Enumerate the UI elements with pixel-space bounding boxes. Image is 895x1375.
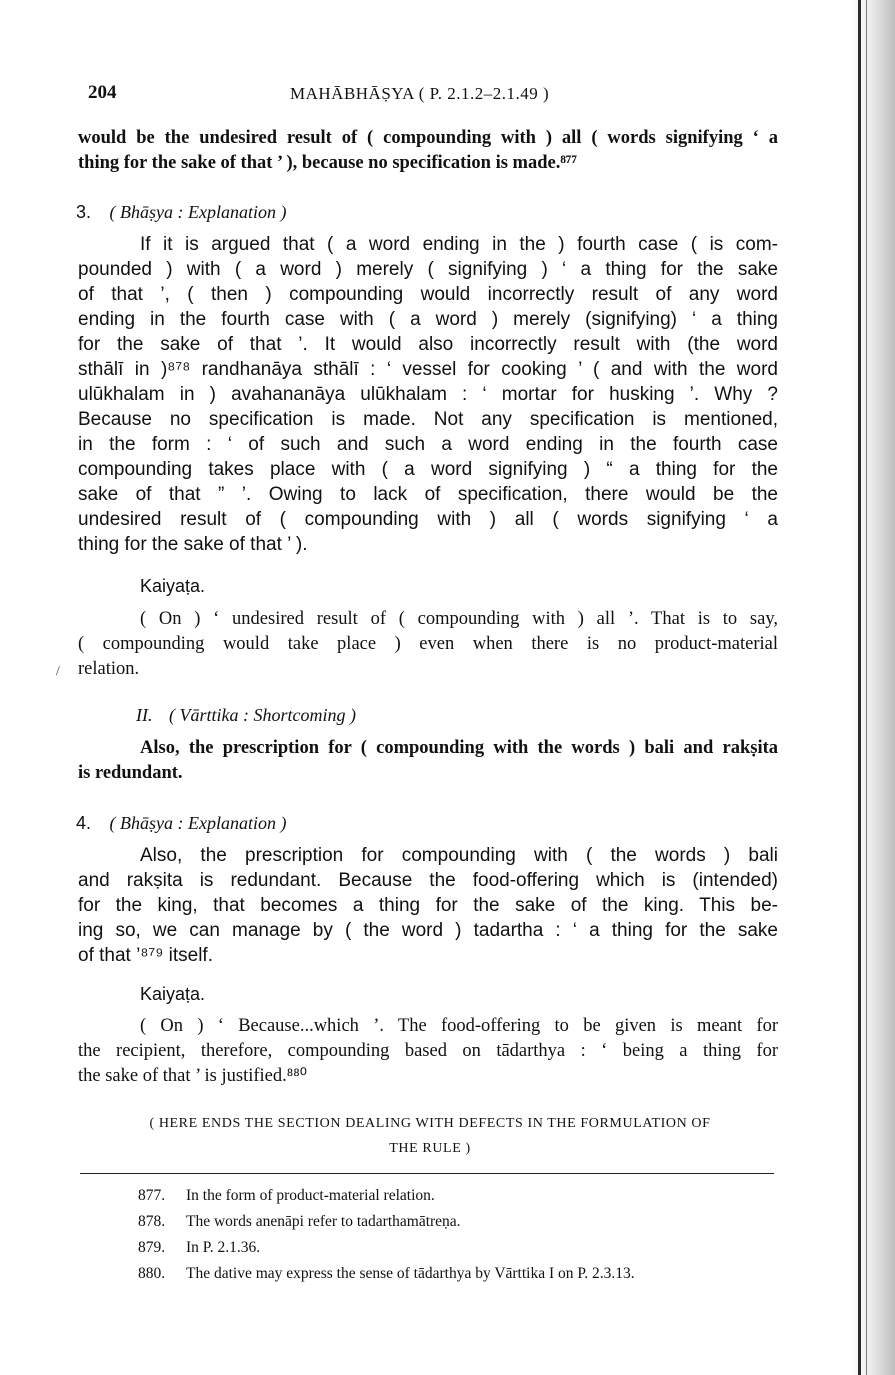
varttika-2-heading xyxy=(136,705,356,726)
page-number: 204 xyxy=(88,82,117,103)
section-number: 4. xyxy=(76,813,92,833)
footnote-number: 880. xyxy=(138,1265,166,1282)
footnote-text: The words anenāpi refer to tadarthamātreṇa. xyxy=(186,1213,461,1230)
footnote xyxy=(138,1209,788,1235)
footnote xyxy=(138,1235,788,1261)
page-header xyxy=(88,82,788,110)
text-line: the recipient, therefore, compounding based on tādarthya : ‘ being a thing for xyxy=(78,1041,778,1061)
varttika-number: II. xyxy=(136,705,153,725)
text-line: and rakṣita is redundant. Because the food-offering which is (intended) xyxy=(78,870,778,891)
text-line: thing for the sake of that ’ ), because no specification is made.⁸⁷⁷ xyxy=(78,153,577,173)
section-3-body xyxy=(78,232,778,557)
text-line: Also, the prescription for compounding with ( the words ) bali xyxy=(140,845,778,866)
running-title: MAHĀBHĀṢYA ( P. 2.1.2–2.1.49 ) xyxy=(290,84,550,103)
varttika-label: ( Vārttika : Shortcoming ) xyxy=(169,705,356,725)
text-line: If it is argued that ( a word ending in the ) fourth case ( is com- xyxy=(140,234,778,255)
footnote-number: 877. xyxy=(138,1187,166,1204)
text-line: of that ’, ( then ) compounding would incorrectly result of any word xyxy=(78,284,778,305)
section-4-body xyxy=(78,843,778,968)
section-3-heading xyxy=(76,202,286,223)
text-line: for the sake of that ’. It would also incorrectly result with (the word xyxy=(78,334,778,355)
text-line: would be the undesired result of ( compounding with ) all ( words signifying ‘ a xyxy=(78,128,778,148)
text-line: is redundant. xyxy=(78,763,183,783)
kaiyata-1-body xyxy=(78,607,778,682)
text-line: ( compounding would take place ) even when there is no product-material xyxy=(78,634,778,654)
text-line: relation. xyxy=(78,659,140,679)
text-line: ending in the fourth case with ( a word ) merely (signifying) ‘ a thing xyxy=(78,309,778,330)
footnote-text: The dative may express the sense of tādarthya by Vārttika I on P. 2.3.13. xyxy=(186,1265,635,1282)
kaiyata-label: Kaiyaṭa. xyxy=(140,576,206,596)
text-line: sake of that ” ’. Owing to lack of specification, there would be the xyxy=(78,484,778,505)
footnote-number: 879. xyxy=(138,1239,166,1256)
text-line: sthālī in )⁸⁷⁸ randhanāya sthālī : ‘ vessel for cooking ’ ( and with the word xyxy=(78,359,778,380)
book-binding-edge xyxy=(849,0,895,1375)
text-line: Also, the prescription for ( compounding with the words ) bali and rakṣita xyxy=(140,738,778,758)
margin-mark: / xyxy=(56,664,60,679)
text-line: of that ’⁸⁷⁹ itself. xyxy=(78,945,213,966)
text-line: the sake of that ’ is justified.⁸⁸⁰ xyxy=(78,1066,308,1086)
text-line: for the king, that becomes a thing for the sake of the king. This be- xyxy=(78,895,778,916)
binding-shadow-line-secondary xyxy=(866,0,867,1375)
footnote-number: 878. xyxy=(138,1213,166,1230)
text-line: in the form : ‘ of such and such a word ending in the fourth case xyxy=(78,434,778,455)
section-label: ( Bhāṣya : Explanation ) xyxy=(109,202,287,222)
footnote-text: In P. 2.1.36. xyxy=(186,1239,261,1256)
text-line: THE RULE ) xyxy=(389,1141,471,1156)
section-number: 3. xyxy=(76,202,92,222)
section-closing-note xyxy=(80,1111,780,1161)
text-line: ing so, we can manage by ( the word ) tadartha : ‘ a thing for the sake xyxy=(78,920,778,941)
text-line: pounded ) with ( a word ) merely ( signifying ) ‘ a thing for the sake xyxy=(78,259,778,280)
text-line: ulūkhalam in ) avahananāya ulūkhalam : ‘ mortar for husking ’. Why ? xyxy=(78,384,778,405)
footnote xyxy=(138,1183,788,1209)
footnote xyxy=(138,1261,788,1287)
text-line: thing for the sake of that ’ ). xyxy=(78,534,308,555)
kaiyata-2-body xyxy=(78,1014,778,1089)
text-line: ( HERE ENDS THE SECTION DEALING WITH DEFECTS IN THE FORMULATION OF xyxy=(149,1116,711,1131)
section-label: ( Bhāṣya : Explanation ) xyxy=(109,813,287,833)
section-4-heading xyxy=(76,813,286,834)
varttika-2-body xyxy=(78,736,778,786)
text-line: ( On ) ‘ Because...which ’. The food-offering to be given is meant for xyxy=(140,1016,778,1036)
kaiyata-label: Kaiyaṭa. xyxy=(140,984,206,1004)
text-line: undesired result of ( compounding with ) all ( words signifying ‘ a xyxy=(78,509,778,530)
intro-bold-paragraph xyxy=(78,126,778,176)
text-line: compounding takes place with ( a word signifying ) “ a thing for the xyxy=(78,459,778,480)
footnote-separator xyxy=(80,1173,774,1174)
footnote-text: In the form of product-material relation. xyxy=(186,1187,435,1204)
binding-shadow-line xyxy=(858,0,861,1375)
text-line: ( On ) ‘ undesired result of ( compounding with ) all ’. That is to say, xyxy=(140,609,778,629)
footnotes xyxy=(138,1183,788,1287)
text-line: Because no specification is made. Not any specification is mentioned, xyxy=(78,409,778,430)
